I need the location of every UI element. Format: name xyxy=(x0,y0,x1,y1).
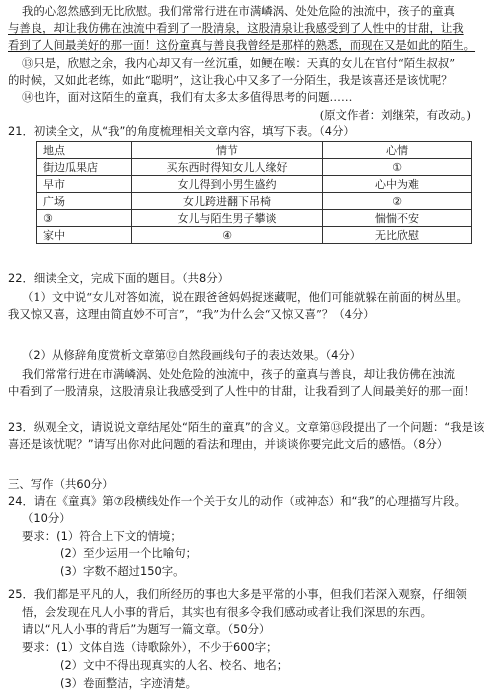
q22-part1-line-1: （1）文中说“女儿对答如流，说在跟爸爸妈妈捉迷藏呢，他们可能就躲在前面的树丛里。 xyxy=(22,290,468,304)
table-cell: 女儿得到小男生盛约 xyxy=(132,176,323,193)
table-cell: 买东西时得知女儿人缘好 xyxy=(132,159,323,176)
passage-source: (原文作者：刘继荣，有改动。) xyxy=(319,108,471,122)
q23-line-1: 23．纵观全文，请说说文章结尾处“陌生的童真”的含义。文章第⑬段提出了一个问题：“我是该 xyxy=(8,420,485,434)
passage-line-5: 的时候，又如此老练，如此“聪明”，这让我心中又多了一分陌生，我是该喜还是该忧呢？ xyxy=(8,73,453,87)
table-cell: ② xyxy=(323,193,472,210)
q23-line-2: 喜还是该忧呢？”请写出你对此问题的看法和理由，并谈谈你要完此文后的感悟。（8分） xyxy=(8,437,449,451)
q22-prompt: 22．细读全文，完成下面的题目。（共8分） xyxy=(8,271,230,285)
section-title: 三、写作（共60分） xyxy=(8,477,114,491)
table-header-cell: 地点 xyxy=(37,142,132,159)
passage-line-6: ⑭也许，面对这陌生的童真，我们有太多太多值得思考的问题…… xyxy=(22,90,353,104)
q24-requirement-1: 要求：(1）符合上下文的情境； xyxy=(22,529,182,543)
passage-line-2: 与善良，却让我仿佛在浊流中看到了一股清泉，这股清泉让我感受到了人性中的甘甜，让我 xyxy=(8,21,464,35)
q25-requirement-2: (2）文中不得出现真实的人名、校名、地名； xyxy=(60,658,289,672)
passage-line-1: 我的心忽然感到无比欣慰。我们常常行进在市满嶙涡、处处危险的浊流中，孩子的童真 xyxy=(22,4,455,18)
table-row xyxy=(37,210,472,227)
passage-line-3 xyxy=(8,38,475,53)
table-cell: 女儿跨进翻下吊椅 xyxy=(132,193,323,210)
q24-line-1: 24．请在《童真》第⑦段横线处作一个关于女儿的动作（或神态）和“我”的心理描写片段。 xyxy=(8,494,466,508)
q22-quote-line-2: 中看到了一股清泉，这股清泉让我感受到了人性中的甘甜，让我看到了人间最美好的那一面！ xyxy=(8,384,476,398)
table-cell: 家中 xyxy=(37,227,132,244)
table-row xyxy=(37,227,472,244)
table-cell: 无比欣慰 xyxy=(323,227,472,244)
table-cell: 早市 xyxy=(37,176,132,193)
table-row xyxy=(37,193,472,210)
q22-part1-line-2: 我又惊又喜，这理由简直妙不可言”，“我”为什么会“又惊又喜”？（4分） xyxy=(8,307,375,321)
table-row xyxy=(37,159,472,176)
table-header-cell: 心情 xyxy=(323,142,472,159)
q25-requirement-1: 要求：(1）文体自选（诗歌除外），不少于600字； xyxy=(22,640,278,654)
q22-part2: （2）从修辞角度赏析文章第⑫自然段画线句子的表达效果。（4分） xyxy=(22,348,362,362)
q22-quote-line-1: 我们常常行进在市满嶙涡、处处危险的浊流中，孩子的童真与善良，却让我仿佛在浊流 xyxy=(22,367,455,381)
q25-line-3: 请以“凡人小事的背后”为题写一篇文章。（50分） xyxy=(22,622,271,636)
table-cell: ④ xyxy=(132,227,323,244)
table-cell: 惴惴不安 xyxy=(323,210,472,227)
q25-requirement-3: (3）卷面整洁，字迹清楚。 xyxy=(60,676,197,690)
passage-line-3-text: 看到了人间最美好的那一面！这份童真与善良我曾经是那样的熟悉，而现在又是如此的陌生。 xyxy=(8,38,476,52)
table-header-row xyxy=(37,142,472,159)
table-cell: ③ xyxy=(37,210,132,227)
q25-line-1: 25．我们都是平凡的人，我们所经历的事也大多是平常的小事，但我们若深入观察，仔细领 xyxy=(8,587,467,601)
q25-line-2: 悟，会发现在凡人小事的背后，其实也有很多令我们感动或者让我们深思的东西。 xyxy=(22,605,433,619)
q21-table xyxy=(36,141,472,244)
table-cell: 街边瓜果店 xyxy=(37,159,132,176)
table-cell: 心中为难 xyxy=(323,176,472,193)
q24-requirement-3: (3）字数不超过150字。 xyxy=(60,564,185,578)
table-header-cell: 情节 xyxy=(132,142,323,159)
table-cell: 广场 xyxy=(37,193,132,210)
table-cell: 女儿与陌生男子攀谈 xyxy=(132,210,323,227)
passage-line-4: ⑬只是，欣慰之余，我内心却又有一丝沉重，如鲠在喉：天真的女儿在官付“陌生叔叔” xyxy=(22,56,456,70)
q24-requirement-2: (2）至少运用一个比喻句； xyxy=(60,546,197,560)
q24-line-2: （10分） xyxy=(22,511,71,525)
table-row xyxy=(37,176,472,193)
table-cell: ① xyxy=(323,159,472,176)
q21-prompt: 21．初读全文，从“我”的角度梳理相关文章内容，填写下表。（4分） xyxy=(8,124,355,138)
